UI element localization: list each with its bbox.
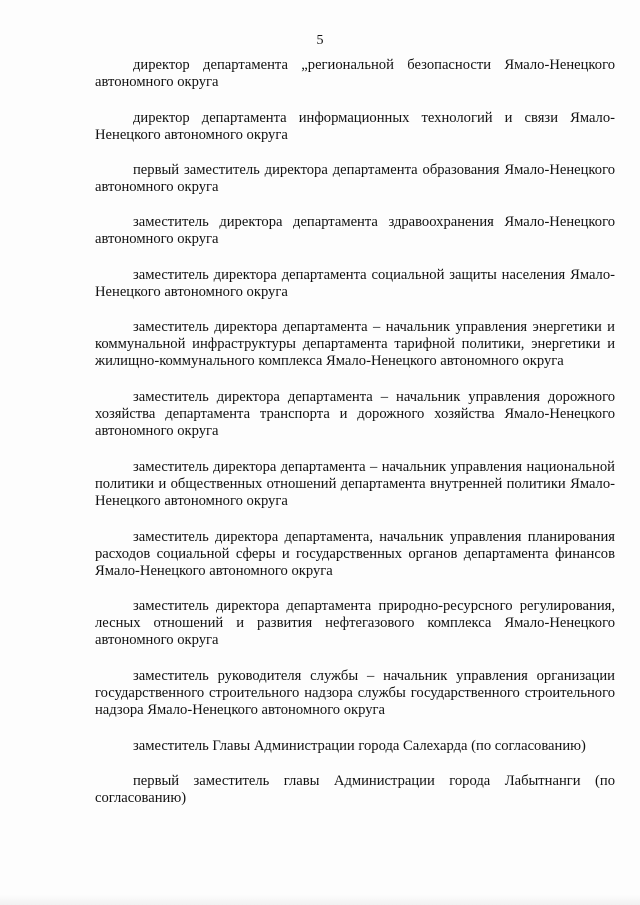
list-item: заместитель директора департамента социальной защиты населения Ямало-Ненецкого автономного округа (95, 267, 615, 300)
page-number: 5 (316, 33, 324, 48)
page-bottom-edge (0, 895, 640, 905)
list-item: заместитель директора департамента здравоохранения Ямало-Ненецкого автономного округа (95, 214, 615, 247)
list-item: заместитель Главы Администрации города Салехарда (по согласованию) (133, 738, 586, 754)
list-item: заместитель директора департамента – начальник управления энергетики и коммунальной инфраструктуры департамента тарифной политики, энергетики и жилищно-коммунального комплекса Ямало-Ненецкого автономного округа (95, 319, 615, 369)
list-item: заместитель директора департамента природно-ресурсного регулирования, лесных отношений и развития нефтегазового комплекса Ямало-Ненецкого автономного округа (95, 598, 615, 648)
list-item: первый заместитель главы Администрации города Лабытнанги (по согласованию) (95, 773, 615, 806)
list-item: заместитель директора департамента – начальник управления национальной политики и общественных отношений департамента внутренней политики Ямало-Ненецкого автономного округа (95, 459, 615, 509)
list-item: директор департамента информационных технологий и связи Ямало-Ненецкого автономного округа (95, 110, 615, 143)
list-item: директор департамента „региональной безопасности Ямало-Ненецкого автономного округа (95, 57, 615, 90)
list-item: заместитель директора департамента, начальник управления планирования расходов социальной сферы и государственных органов департамента финансов Ямало-Ненецкого автономного округа (95, 529, 615, 579)
list-item: заместитель руководителя службы – начальник управления организации государственного строительного надзора службы государственного строительного надзора Ямало-Ненецкого автономного округа (95, 668, 615, 718)
list-item: заместитель директора департамента – начальник управления дорожного хозяйства департамента транспорта и дорожного хозяйства Ямало-Ненецкого автономного округа (95, 389, 615, 439)
list-item: первый заместитель директора департамента образования Ямало-Ненецкого автономного округа (95, 162, 615, 195)
